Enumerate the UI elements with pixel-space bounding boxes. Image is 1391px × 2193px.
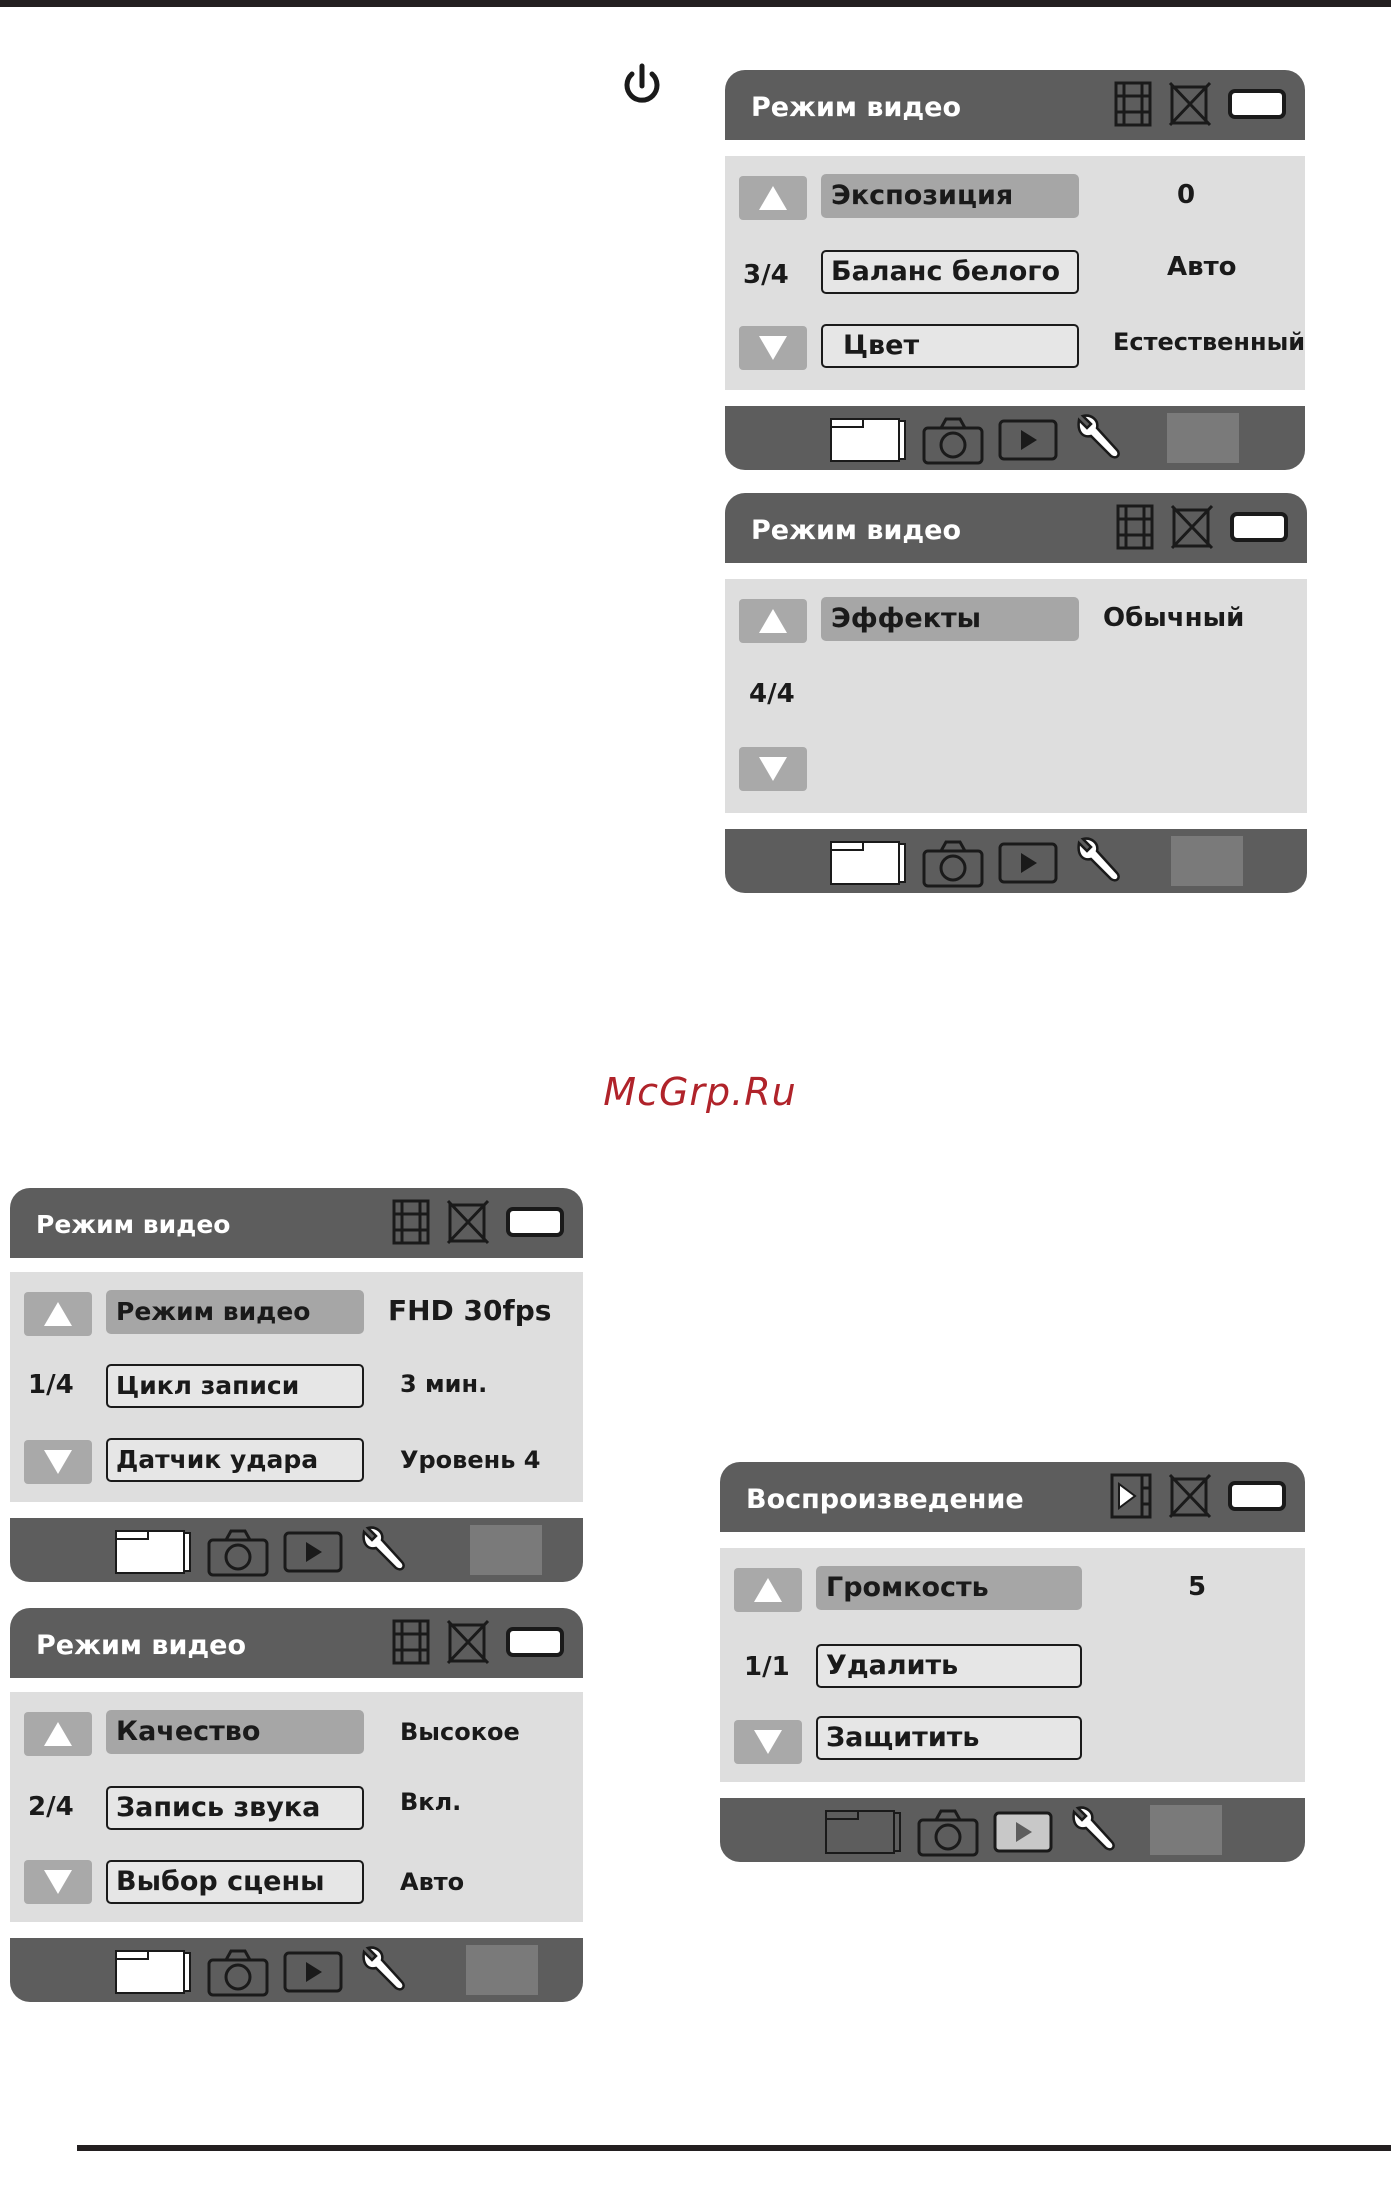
menu-panel-effects [725,493,1307,893]
wrench-icon[interactable] [1066,1806,1118,1858]
wrench-icon[interactable] [356,1946,408,1998]
crossed-box-icon [1169,503,1215,551]
panel-footer [10,1518,583,1582]
video-camera-icon[interactable] [829,415,909,465]
crossed-box-icon [445,1198,491,1246]
menu-value-color: Естественный [1113,328,1306,356]
menu-item-color[interactable]: Цвет [821,324,1079,368]
arrow-down-icon [42,1868,74,1896]
video-camera-icon[interactable] [824,1807,904,1857]
battery-icon [1227,88,1287,120]
battery-icon [1227,1480,1287,1512]
crossed-box-icon [445,1618,491,1666]
video-camera-icon[interactable] [829,838,909,888]
watermark: McGrp.Ru [603,1070,797,1114]
film-icon [1115,503,1155,551]
menu-value-video-mode: FHD 30fps [388,1294,552,1327]
panel-body [10,1272,583,1502]
film-icon [1113,80,1153,128]
footer-indicator [1167,413,1239,463]
arrow-down-icon [42,1448,74,1476]
arrow-up-icon [752,1576,784,1604]
play-icon[interactable] [282,1950,344,1994]
panel-header [725,70,1305,140]
menu-item-white-balance[interactable]: Баланс белого [821,250,1079,294]
scroll-down-button[interactable] [739,747,807,791]
panel-header [10,1188,583,1258]
footer-indicator [466,1945,538,1995]
page-indicator: 4/4 [749,679,795,709]
panel-body [720,1548,1305,1782]
menu-item-protect[interactable]: Защитить [816,1716,1082,1760]
panel-title: Режим видео [751,515,962,546]
menu-item-scene-select[interactable]: Выбор сцены [106,1860,364,1904]
film-icon [391,1198,431,1246]
arrow-up-icon [42,1300,74,1328]
menu-panel-playback [720,1462,1305,1862]
scroll-down-button[interactable] [24,1860,92,1904]
menu-item-g-sensor[interactable]: Датчик удара [106,1438,364,1482]
footer-indicator [1150,1805,1222,1855]
scroll-up-button[interactable] [739,176,807,220]
menu-value-scene-select: Авто [400,1868,465,1896]
panel-header [720,1462,1305,1532]
menu-item-effects[interactable]: Эффекты [821,597,1079,641]
arrow-down-icon [757,755,789,783]
menu-panel-video-mode [10,1188,583,1582]
scroll-up-button[interactable] [739,599,807,643]
menu-item-quality[interactable]: Качество [106,1710,364,1754]
arrow-up-icon [42,1720,74,1748]
battery-icon [505,1206,565,1238]
menu-item-video-mode[interactable]: Режим видео [106,1290,364,1334]
panel-title: Воспроизведение [746,1484,1024,1515]
wrench-icon[interactable] [1071,837,1123,889]
arrow-down-icon [757,334,789,362]
page-indicator: 1/4 [28,1370,74,1400]
panel-body [10,1692,583,1922]
menu-item-exposure[interactable]: Экспозиция [821,174,1079,218]
bottom-rule [77,2145,1391,2151]
page-indicator: 2/4 [28,1792,74,1822]
video-camera-icon[interactable] [114,1527,194,1577]
menu-value-quality: Высокое [400,1718,520,1746]
arrow-down-icon [752,1728,784,1756]
film-icon [391,1618,431,1666]
camera-icon[interactable] [916,1806,980,1858]
crossed-box-icon [1167,1472,1213,1520]
battery-icon [505,1626,565,1658]
panel-footer [725,829,1307,893]
scroll-down-button[interactable] [734,1720,802,1764]
battery-icon [1229,511,1289,543]
playback-film-icon [1109,1472,1153,1520]
page-indicator: 3/4 [743,260,789,290]
panel-header [10,1608,583,1678]
panel-body [725,579,1307,813]
menu-value-volume: 5 [1188,1572,1207,1602]
menu-value-white-balance: Авто [1167,252,1237,282]
menu-item-loop-recording[interactable]: Цикл записи [106,1364,364,1408]
camera-icon[interactable] [206,1526,270,1578]
panel-header [725,493,1307,563]
page-indicator: 1/1 [744,1652,790,1682]
panel-footer [725,406,1305,470]
scroll-down-button[interactable] [24,1440,92,1484]
play-icon[interactable] [997,418,1059,462]
menu-panel-exposure [725,70,1305,470]
video-camera-icon[interactable] [114,1947,194,1997]
menu-value-loop-recording: 3 мин. [400,1370,488,1398]
power-icon [618,62,666,110]
footer-indicator [1171,836,1243,886]
menu-value-g-sensor: Уровень 4 [400,1446,541,1474]
scroll-down-button[interactable] [739,326,807,370]
panel-footer [10,1938,583,2002]
scroll-up-button[interactable] [24,1292,92,1336]
crossed-box-icon [1167,80,1213,128]
panel-title: Режим видео [36,1630,247,1661]
camera-icon[interactable] [921,414,985,466]
menu-item-delete[interactable]: Удалить [816,1644,1082,1688]
wrench-icon[interactable] [356,1526,408,1578]
menu-value-effects: Обычный [1103,603,1245,633]
panel-body [725,156,1305,390]
menu-item-volume[interactable]: Громкость [816,1566,1082,1610]
play-icon[interactable] [282,1530,344,1574]
menu-item-audio-recording[interactable]: Запись звука [106,1786,364,1830]
arrow-up-icon [757,184,789,212]
camera-icon[interactable] [206,1946,270,1998]
menu-value-audio-recording: Вкл. [400,1788,462,1816]
play-icon[interactable] [997,841,1059,885]
panel-title: Режим видео [751,92,962,123]
wrench-icon[interactable] [1071,414,1123,466]
menu-panel-quality [10,1608,583,2002]
footer-indicator [470,1525,542,1575]
panel-footer [720,1798,1305,1862]
arrow-up-icon [757,607,789,635]
top-rule [0,0,1391,7]
panel-title: Режим видео [36,1210,231,1239]
play-icon[interactable] [992,1810,1054,1854]
camera-icon[interactable] [921,837,985,889]
scroll-up-button[interactable] [734,1568,802,1612]
menu-value-exposure: 0 [1177,180,1196,210]
scroll-up-button[interactable] [24,1712,92,1756]
